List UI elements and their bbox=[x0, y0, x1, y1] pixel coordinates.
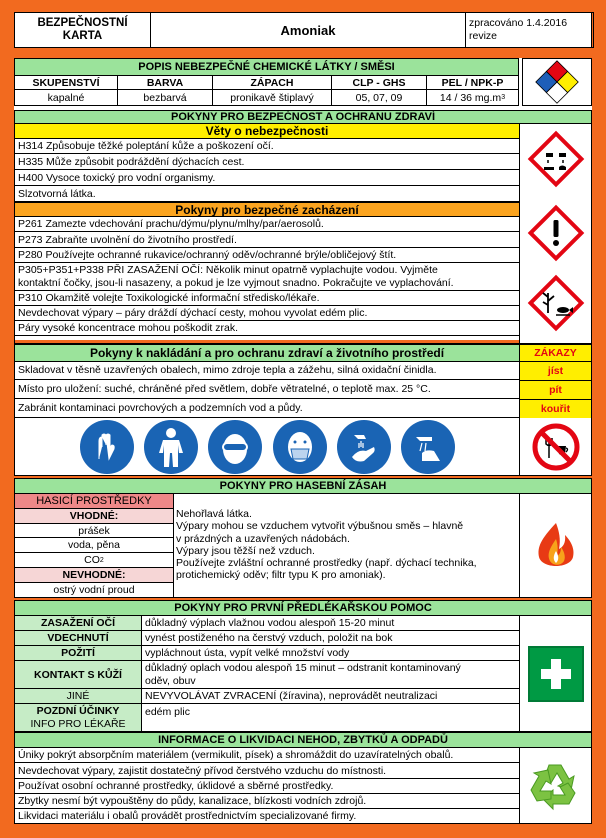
disposal-ventilate: Nevdechovat výpary, zajistit dostatečný přívod čerstvého vzduchu do místnosti. bbox=[14, 763, 520, 779]
first-aid-title: POKYNY PRO PRVNÍ PŘEDLÉKAŘSKOU POMOC bbox=[14, 600, 592, 616]
hazard-statements-title: Věty o nebezpečnosti bbox=[14, 123, 520, 139]
card-title-line1: BEZPEČNOSTNÍ bbox=[37, 17, 128, 29]
aid-skin-line2: oděv, obuv bbox=[145, 674, 196, 687]
protective-suit-icon bbox=[144, 420, 198, 474]
aid-ingestion-label: POŽITÍ bbox=[14, 645, 142, 661]
corrosion-icon bbox=[526, 126, 586, 192]
prop-value-pel bbox=[426, 89, 519, 106]
header-box bbox=[14, 12, 592, 48]
hazard-h335: H335 Může způsobit podráždění dýchacích cest. bbox=[14, 154, 520, 170]
disposal-company: Likvidaci materiálu i obalů provádět prostřednictvím specializované firmy. bbox=[14, 809, 520, 824]
precaution-blank bbox=[14, 336, 520, 344]
prop-header-odor: ZÁPACH bbox=[212, 75, 332, 90]
precaution-p310: P310 Okamžitě volejte Toxikologické informační středisko/lékaře. bbox=[14, 291, 520, 306]
revision-label: revize bbox=[469, 30, 498, 42]
pel-unit-exponent: 3 bbox=[501, 94, 506, 101]
aid-eyes-text: důkladný výplach vlažnou vodou alespoň 15-20 minut bbox=[141, 615, 520, 631]
disposal-section bbox=[14, 732, 592, 824]
safety-title: POKYNY PRO BEZPEČNOST A OCHRANU ZDRAVÍ bbox=[14, 110, 592, 124]
suitable-powder: prášek bbox=[14, 523, 174, 538]
environment-section bbox=[14, 344, 592, 476]
aid-skin-label: KONTAKT S KŮŽÍ bbox=[14, 660, 142, 689]
ppe-icons bbox=[80, 420, 455, 474]
hand-wash-icon bbox=[337, 420, 391, 474]
hazard-h400: H400 Vysoce toxický pro vodní organismy. bbox=[14, 170, 520, 186]
suitable-co2 bbox=[14, 552, 174, 568]
exclamation-icon bbox=[526, 200, 586, 266]
prop-header-color: BARVA bbox=[117, 75, 213, 90]
ban-smoke: kouřit bbox=[519, 399, 592, 419]
unsuitable-title: NEVHODNÉ: bbox=[14, 567, 174, 583]
suitable-title: VHODNÉ: bbox=[14, 508, 174, 524]
precaution-p305-line2: kontaktní čočky, jsou-li nasazeny, a pokud je lze vyjmout snadno. Pokračujte ve vyplachování. bbox=[18, 276, 454, 289]
prop-value-clp: 05, 07, 09 bbox=[331, 89, 427, 106]
precaution-p305-line1: P305+P351+P338 PŘI ZASAŽENÍ OČÍ: Několik minut opatrně vyplachujte vodou. Vyjměte bbox=[18, 263, 438, 276]
prop-value-odor: pronikavě štiplavý bbox=[212, 89, 332, 106]
fire-note-5: Používejte zvláštní ochranné prostředky (např. dýchací technika, bbox=[176, 557, 477, 570]
prop-value-color: bezbarvá bbox=[117, 89, 213, 106]
ban-drink: pít bbox=[519, 380, 592, 400]
gloves-icon bbox=[80, 420, 134, 474]
hazard-lachrymator: Slzotvorná látka. bbox=[14, 186, 520, 202]
pel-value: 14 / 36 mg.m bbox=[439, 91, 502, 104]
prop-header-clp: CLP - GHS bbox=[331, 75, 427, 90]
environment-title: Pokyny k nakládání a pro ochranu zdraví a životního prostředí bbox=[14, 344, 520, 362]
co2-subscript: 2 bbox=[99, 556, 104, 564]
aid-skin-text bbox=[141, 660, 520, 689]
disposal-no-release: Zbytky nesmí být vypouštěny do půdy, kanalizace, blízkosti vodních zdrojů. bbox=[14, 794, 520, 809]
aid-effects-sub: INFO PRO LÉKAŘE bbox=[30, 717, 126, 730]
precaution-p280: P280 Používejte ochranné rukavice/ochranný oděv/ochranné brýle/obličejový štít. bbox=[14, 248, 520, 263]
recycling-icon bbox=[519, 747, 592, 824]
properties-title: POPIS NEBEZPEČNÉ CHEMICKÉ LÁTKY / SMĚSI bbox=[14, 58, 519, 76]
aid-other-text: NEVYVOLÁVAT ZVRACENÍ (žíravina), neprovádět neutralizaci bbox=[141, 688, 520, 704]
suitable-water-foam: voda, pěna bbox=[14, 537, 174, 553]
storage-sealed: Skladovat v těsně uzavřených obalech, mimo zdroje tepla a zážehu, silná oxidační činidla. bbox=[14, 361, 520, 380]
goggles-icon bbox=[208, 420, 262, 474]
fire-notes bbox=[173, 493, 520, 598]
aid-inhalation-label: VDECHNUTÍ bbox=[14, 630, 142, 646]
disposal-ppe: Používat osobní ochranné prostředky, úklidové a sběrné prostředky. bbox=[14, 779, 520, 794]
face-wash-icon bbox=[401, 420, 455, 474]
revision-info bbox=[465, 12, 594, 48]
precaution-vapors: Nevdechovat výpary – páry dráždí dýchací cesty, mohou vyvolat edém plic. bbox=[14, 306, 520, 321]
aid-effects-value: edém plic bbox=[145, 706, 190, 718]
aid-effects-label bbox=[14, 703, 142, 732]
fire-note-3: v prázdných a uzavřených nádobách. bbox=[176, 532, 350, 545]
precaution-eyes: Páry vysoké koncentrace mohou poškodit zrak. bbox=[14, 321, 520, 336]
ban-eat: jíst bbox=[519, 361, 592, 381]
face-mask-icon bbox=[273, 420, 327, 474]
fire-note-2: Výpary mohou se vzduchem vytvořit výbušnou směs – hlavně bbox=[176, 520, 464, 533]
disposal-absorb: Úniky pokrýt absorpčním materiálem (vermikulit, písek) a shromáždit do uzavíratelných obalů. bbox=[14, 747, 520, 763]
fire-note-1: Nehořlavá látka. bbox=[176, 508, 252, 520]
first-aid-section bbox=[14, 600, 592, 732]
processed-date: zpracováno 1.4.2016 bbox=[469, 17, 568, 29]
no-eating-drinking-icon bbox=[519, 418, 592, 476]
aid-effects-text bbox=[141, 703, 520, 732]
storage-contamination: Zabránit kontaminaci povrchových a podzemních vod a půdy. bbox=[14, 399, 520, 418]
unsuitable-value: ostrý vodní proud bbox=[14, 582, 174, 598]
aid-inhalation-text: vynést postiženého na čerstvý vzduch, položit na bok bbox=[141, 630, 520, 646]
flame-icon bbox=[519, 493, 592, 598]
prop-header-state: SKUPENSTVÍ bbox=[14, 75, 118, 90]
extinguishers-title: HASICÍ PROSTŘEDKY bbox=[14, 493, 174, 509]
prop-value-state: kapalné bbox=[14, 89, 118, 106]
card-title bbox=[14, 12, 151, 48]
aid-skin-line1: důkladný oplach vodou alespoň 15 minut – odstranit kontaminovaný bbox=[145, 662, 461, 674]
environment-icon bbox=[526, 270, 586, 336]
aid-ingestion-text: vypláchnout ústa, vypít velké množství vody bbox=[141, 645, 520, 661]
precaution-p305 bbox=[14, 263, 520, 291]
fire-note-6: protichemický oděv; filtr typu K pro amoniak). bbox=[176, 569, 386, 582]
bans-title: ZÁKAZY bbox=[519, 344, 592, 362]
prop-header-pel: PEL / NPK-P bbox=[426, 75, 519, 90]
precaution-p261: P261 Zamezte vdechování prachu/dýmu/plynu/mlhy/par/aerosolů. bbox=[14, 216, 520, 232]
nfpa-diamond-icon bbox=[522, 58, 592, 106]
aid-effects-title: POZDNÍ ÚČINKY bbox=[36, 705, 120, 717]
safety-section bbox=[14, 110, 592, 340]
hazard-h314: H314 Způsobuje těžké poleptání kůže a poškození očí. bbox=[14, 138, 520, 154]
handling-title: Pokyny pro bezpečné zacházení bbox=[14, 202, 520, 217]
fire-title: POKYNY PRO HASEBNÍ ZÁSAH bbox=[14, 478, 592, 494]
aid-other-label: JINÉ bbox=[14, 688, 142, 704]
fire-section bbox=[14, 478, 592, 598]
fire-note-4: Výpary jsou těžší než vzduch. bbox=[176, 544, 315, 557]
aid-eyes-label: ZASAŽENÍ OČÍ bbox=[14, 615, 142, 631]
precaution-p273: P273 Zabraňte uvolnění do životního prostředí. bbox=[14, 232, 520, 248]
storage-place: Místo pro uložení: suché, chráněné před světlem, dobře větratelné, o teplotě max. 25 °C. bbox=[14, 380, 520, 399]
first-aid-icon bbox=[519, 615, 592, 732]
substance-name: Amoniak bbox=[150, 12, 466, 48]
properties-section bbox=[14, 58, 592, 110]
disposal-title: INFORMACE O LIKVIDACI NEHOD, ZBYTKŮ A ODPADŮ bbox=[14, 732, 592, 748]
co2-text: CO bbox=[84, 554, 100, 566]
card-title-line2: KARTA bbox=[62, 30, 103, 42]
